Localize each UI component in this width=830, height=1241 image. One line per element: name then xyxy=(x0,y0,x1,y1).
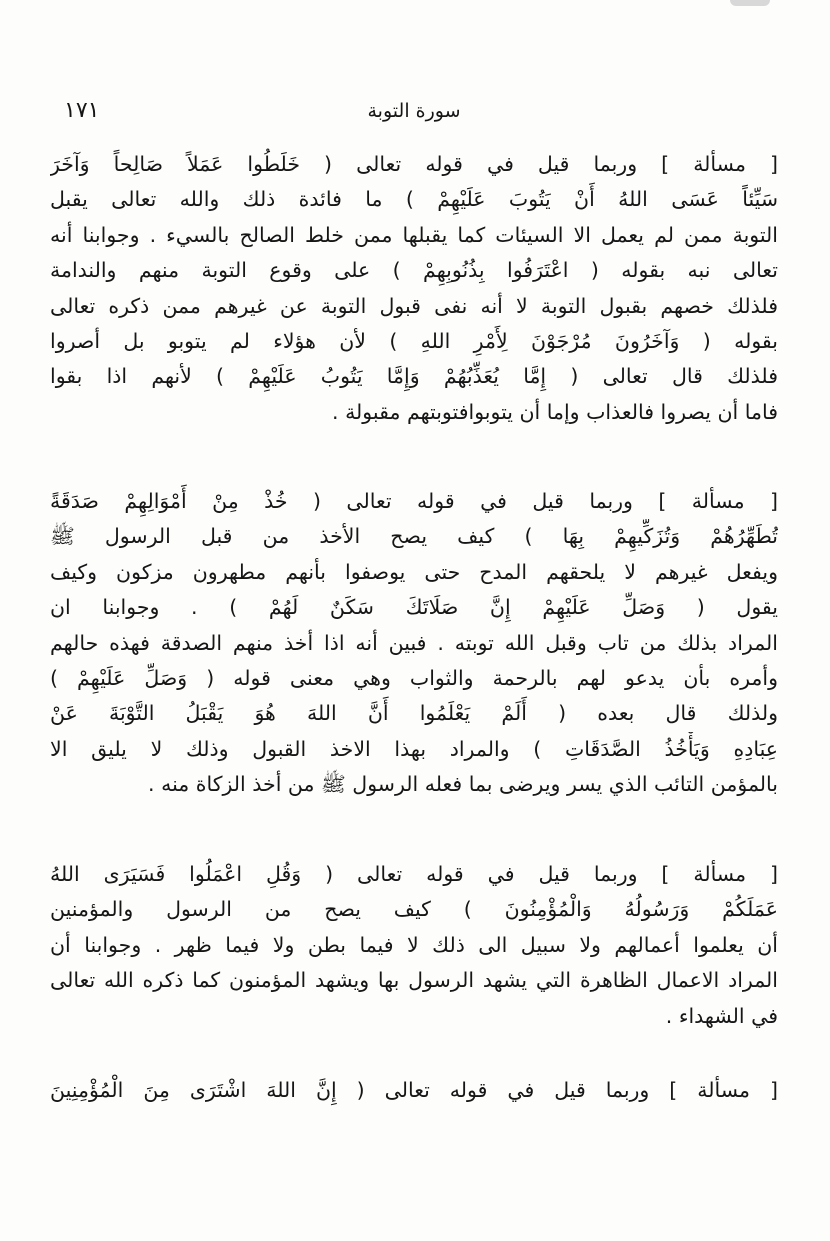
text-line: بالمؤمن التائب الذي يسر ويرضى بما فعله الرسول ﷺ من أخذ الزكاة منه . xyxy=(148,772,778,797)
text-line: المراد الاعمال الظاهرة التي يشهد الرسول بها ويشهد المؤمنون كما ذكره الله تعالى xyxy=(50,968,778,993)
text-line: تُطَهِّرُهُمْ وَتُزَكِّيهِمْ بِهَا ) كيف يصح الأخذ من قبل الرسول ﷺ xyxy=(50,524,778,549)
paragraph-4 xyxy=(50,1073,778,1108)
text-line: [ مسألة ] وربما قيل في قوله تعالى ( خَلَطُوا عَمَلاً صَالِحاً وَآخَرَ xyxy=(50,152,778,176)
text-line: عِبَادِهِ وَيَأْخُذُ الصَّدَقَاتِ ) والمراد بهذا الاخذ القبول وذلك لا يليق الا xyxy=(50,736,778,761)
text-line: فاما أن يصروا فالعذاب وإما أن يتوبوافتوبتهم مقبولة . xyxy=(332,399,778,424)
page-title: سورة التوبة xyxy=(367,100,461,122)
text-line: المراد بذلك من تاب وقبل الله توبته . فبين أنه اذا أخذ منهم الصدقة فهذه حالهم xyxy=(50,630,778,655)
text-line: ويفعل غيرهم لا يلحقهم المدح حتى يوصفوا بأنهم مطهرون مزكون وكيف xyxy=(50,559,778,584)
text-line: في الشهداء . xyxy=(665,1003,778,1028)
text-line: ولذلك قال بعده ( أَلَمْ يَعْلَمُوا أَنَّ اللهَ هُوَ يَقْبَلُ التَّوْبَةَ عَنْ xyxy=(50,701,778,726)
text-line: التوبة ممن لم يعمل الا السيئات كما يقبلها ممن خلط الصالح بالسيء . وجوابنا أنه xyxy=(50,222,778,247)
paragraph-1 xyxy=(50,147,778,430)
paragraph-2 xyxy=(50,484,778,803)
text-line: [ مسألة ] وربما قيل في قوله تعالى ( إِنَّ اللهَ اشْتَرَى مِنَ الْمُؤْمِنِينَ xyxy=(50,1078,778,1102)
paragraph-3 xyxy=(50,857,778,1034)
page-number: ١٧١ xyxy=(64,98,100,123)
text-line: تعالى نبه بقوله ( اعْتَرَفُوا بِذُنُوبِهِمْ ) على وقوع التوبة منهم والندامة xyxy=(50,258,778,283)
text-line: يقول ( وَصَلِّ عَلَيْهِمْ إِنَّ صَلَاتَكَ سَكَنٌ لَهُمْ ) . وجوابنا ان xyxy=(50,595,778,620)
text-line: سَيِّئاً عَسَى اللهُ أَنْ يَتُوبَ عَلَيْهِمْ ) ما فائدة ذلك والله تعالى يقبل xyxy=(50,187,778,212)
text-line: بقوله ( وَآخَرُونَ مُرْجَوْنَ لِأَمْرِ اللهِ ) لأن هؤلاء لم يتوبو بل أصروا xyxy=(50,329,778,354)
text-line: وأمره بأن يدعو لهم بالرحمة والثواب وهي معنى قوله ( وَصَلِّ عَلَيْهِمْ ) xyxy=(50,666,778,691)
text-line: عَمَلَكُمْ وَرَسُولُهُ وَالْمُؤْمِنُونَ ) كيف يصح من الرسول والمؤمنين xyxy=(50,897,778,922)
page-header xyxy=(58,96,770,130)
text-line: فلذلك قال تعالى ( إِمَّا يُعَذِّبُهُمْ وَإِمَّا يَتُوبُ عَلَيْهِمْ ) لأنهم اذا بقوا xyxy=(50,364,778,389)
text-line: [ مسألة ] وربما قيل في قوله تعالى ( خُذْ مِنْ أَمْوَالِهِمْ صَدَقَةً xyxy=(50,489,778,513)
text-line: [ مسألة ] وربما قيل في قوله تعالى ( وَقُلِ اعْمَلُوا فَسَيَرَى اللهُ xyxy=(50,862,778,886)
scan-smudge xyxy=(730,0,770,6)
text-line: فلذلك خصهم بقبول التوبة لا أنه نفى قبول التوبة عن غيرهم ممن ذكره تعالى xyxy=(50,293,778,318)
text-line: أن يعلموا أعمالهم ولا سبيل الى ذلك لا فيما بطن ولا فيما ظهر . وجوابنا أن xyxy=(50,932,778,957)
